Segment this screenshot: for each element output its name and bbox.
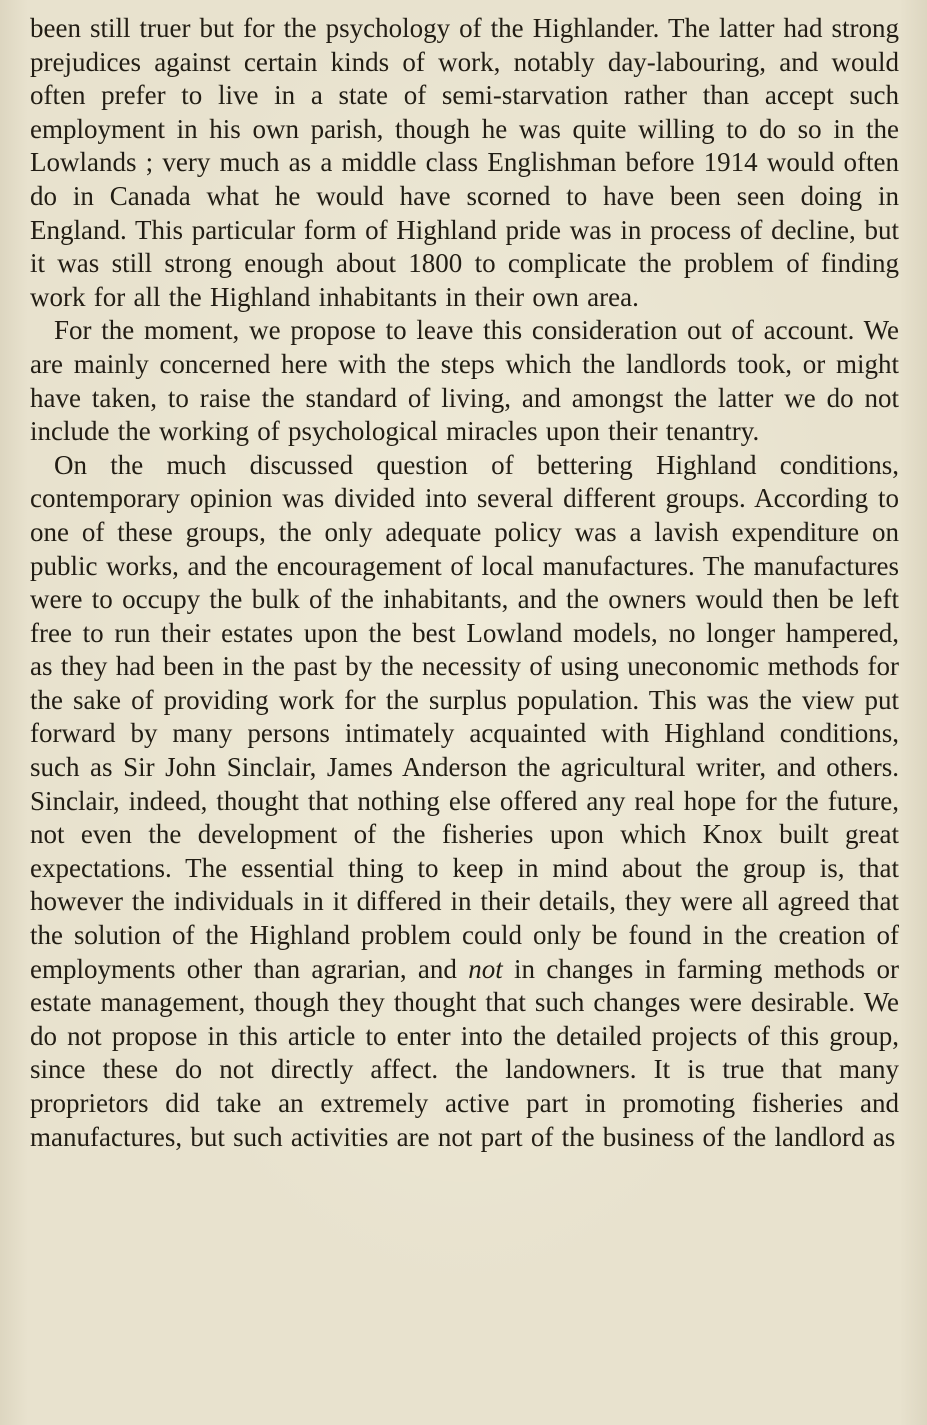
page-text [30,12,899,1154]
text-segment: been still truer but for the psychology of the Highlander. The latter had strong prejudices against certain kinds of work, notably day-labouring, and would often prefer to live in a state of semi-starvation rather than accept such employment in his own parish, though he was quite willing to do so in the Lowlands ; very much as a middle class Englishman before 1914 would often do in Canada what he would have scorned to have been seen doing in England. This particular form of Highland pride was in process of decline, but it was still strong enough about 1800 to complicate the problem of finding work for all the Highland inhabitants in their own area. [30,13,899,312]
text-segment: For the moment, we propose to leave this consideration out of account. We are mainly concerned here with the steps which the landlords took, or might have taken, to raise the standard of living, and amongst the latter we do not include the working of psychological miracles upon their tenantry. [30,315,899,447]
text-segment: in changes in farming methods or estate management, though they thought that such changes were desirable. We do not propose in this article to enter into the detailed projects of this group, since these do not directly affect. the landowners. It is true that many proprietors did take an extremely active part in promoting fisheries and manufactures, but such activities are not part of the business of the landlord as [30,953,899,1152]
paragraph [30,314,899,448]
paragraph [30,449,899,1154]
text-segment: On the much discussed question of bettering Highland conditions, contemporary opinion was divided into several different groups. According to one of these groups, the only adequate policy was a lavish expenditure on public works, and the encouragement of local manufactures. The manufactures were to occupy the bulk of the inhabitants, and the owners would then be left free to run their estates upon the best Lowland models, no longer hampered, as they had been in the past by the necessity of using uneconomic methods for the sake of providing work for the surplus population. This was the view put forward by many persons intimately acquainted with Highland conditions, such as Sir John Sinclair, James Anderson the agricultural writer, and others. Sinclair, indeed, thought that nothing else offered any real hope for the future, not even the development of the fisheries upon which Knox built great expectations. The essential thing to keep in mind about the group is, that however the individuals in it differed in their details, they were all agreed that the solution of the Highland problem could only be found in the creation of employments other than agrarian, and [30,449,899,984]
paragraph [30,12,899,314]
italic-text-segment: not [468,953,503,984]
